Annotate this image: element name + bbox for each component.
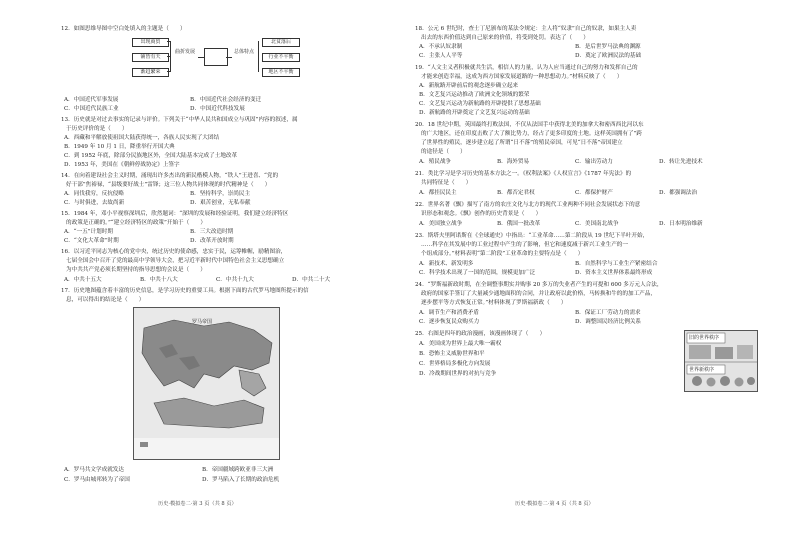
q20-option-b[interactable]: B．海外贸易 [497,159,530,165]
q14-line-1: 14．在向着建设社会主义时期，涌现出许多杰出的新民楷模人物，“铁人”王进喜、“党的 [61,173,279,179]
q14-option-d[interactable]: D．艰苦创业，无私奉献 [190,200,251,206]
q12-option-a[interactable]: A．中国近代军事发展 [64,97,119,103]
q15-option-a[interactable]: A．“一五”计划时期 [64,229,113,235]
q24-line-2: 政府的国家手签订了大量减少通地面积的合同，并让政府以此价格，马转换和牛的的加工产品， [421,291,656,297]
q20-option-c[interactable]: C．输出劳动力 [575,159,613,165]
q21-line-2: 共同特征是（ ） [421,180,472,186]
q20-line-1: 20．18 世纪中期，英国最终打败法国，不仅从法国手中获得北美的加拿大和密西西比河以东 [415,122,644,128]
q12-stem: 12．如图思维导图中空白处填入的主题是（ ） [61,26,186,32]
political-cartoon [684,330,758,392]
mm-box-1: 出现商贸 [132,38,169,47]
mm-tick [167,41,171,42]
q21-line-1: 21．类比学习是学习历史的基本方法之一。《权利法案》《人权宣言》《1787 年宪法》的 [415,171,632,177]
q17-line-2: 息，可以得出的结论是（ ） [66,297,145,303]
q22-line-2: 识形态和观念。《飘》创作的历史背景是（ ） [421,211,542,217]
q23-option-d[interactable]: D．资本主义世界体系最终形成 [575,270,653,276]
q12-option-c[interactable]: C．中国近代民族工业 [64,106,119,112]
q16-option-c[interactable]: C．中共十九大 [216,277,254,283]
q17-option-c[interactable]: C．罗马由城邦转为了帝国 [64,477,130,483]
q22-option-c[interactable]: C．美国南北战争 [575,221,619,227]
q13-option-c[interactable]: C．到 1952 年底，除部分民族地区外，全国大陆基本完成了土地改革 [64,153,238,159]
q22-line-1: 22．世界名著《飘》描写了南方的农庄文化与北方的现代工业两种不同社会发展状态下的意 [415,202,641,208]
q14-option-b[interactable]: B．坚持科学，崇尚民主 [190,191,251,197]
q19-option-c[interactable]: C．文艺复兴运动为新航路的开辟提供了思想基础 [419,101,541,107]
q20-line-4: 的途径是（ ） [421,149,466,155]
q18-option-a[interactable]: A．不承认奴隶制 [419,44,463,50]
q23-line-1: 23．斯塔夫里阿诺斯在《全球通史》中指出：“工业革命……第二阶段从 19 世纪下半叶开始， [415,233,649,239]
q14-line-2: 好干部”焦裕禄，“县级要好战士”雷锋；这三位人物共同体现的时代精神是（ ） [66,182,271,188]
q22-option-a[interactable]: A．美国独立战争 [419,221,463,227]
mm-arrow [226,57,232,58]
q14-option-a[interactable]: A．同伐我穷，反抗侵略 [64,191,124,197]
q24-option-a[interactable]: A．调节生产和消费矛盾 [419,310,479,316]
cartoon-caption-top: 旧的世界秩序 [689,335,720,341]
q13-option-d[interactable]: D．1953 年，美国在《朝鲜停战协定》上签字 [64,162,180,168]
q20-option-d[interactable]: D．转让先进技术 [659,159,703,165]
q23-option-c[interactable]: C．科学技术出现了一国的范围，规模更加广泛 [419,270,536,276]
q14-option-c[interactable]: C．与时俱进，去故尚新 [64,200,125,206]
q17-option-b[interactable]: B．帝国疆域跨欧亚非三大洲 [202,467,274,473]
q21-option-d[interactable]: D．都强调法治 [659,190,698,196]
q16-line-3: 为中共共产党必须长期坚持的指导思想的会议是（ ） [66,267,206,273]
q23-option-b[interactable]: B．自然科学与工业生产紧密结合 [575,261,658,267]
q23-option-a[interactable]: A．新技术、新发明多 [419,261,474,267]
q19-line-2: 才能来创造幸福，这成为西方国家发展道路的一种思想动力。”材料反映了（ ） [421,74,623,80]
q16-option-d[interactable]: D．中共二十大 [292,277,331,283]
q20-line-3: 了世界性的殖民，逐步建立起了所谓“日不落”的殖民帝国，可见“日不落”帝国建立 [421,140,623,146]
q13-line-1: 13．历史就是对过去事实的记录与评价。下列关于“中华人民共和国成立与巩固”内容的叙述，属 [61,117,298,123]
q22-option-b[interactable]: B．俄国一批改革 [497,221,541,227]
q25-option-b[interactable]: B．恐怖主义威胁世界和平 [419,351,485,357]
q13-line-2: 于历史评价的是（ ） [66,126,128,132]
mm-tick [167,71,171,72]
mm-box-3: 渐趋繁荣 [132,68,169,77]
q19-line-1: 19．“人文主义者积极就共生活，相信人的力量，认为人应当通过自己的努力和发挥自己的 [415,65,638,71]
q23-line-3: 个组成部分。”材料表明“第二阶段”工业革命的主要特点是（ ） [421,251,584,257]
q24-option-c[interactable]: C．逐步恢复民众购买力 [419,319,480,325]
q21-option-a[interactable]: A．都挂民民主 [419,190,457,196]
cartoon-caption-bottom: 世界新秩序 [689,367,715,373]
q25-option-c[interactable]: C．世界格局多极化方向发展 [419,361,491,367]
q12-option-d[interactable]: D．中国近代科技发展 [190,106,245,112]
q24-line-1: 24．“罗斯福新政时期，在全调整事期实并购事 20 多万的失业者产生的可提和 600 多万元人合法， [415,282,663,288]
left-page-footer: 历史·模拟卷二·第 3 页（共 8 页） [158,501,237,507]
q24-option-d[interactable]: D．调整国民经济比例关系 [575,319,642,325]
q12-mindmap [80,35,300,93]
map-graphic [134,308,279,459]
q20-line-2: 的广大地区，还在印度击败了大了额比势力，经占了更多印度的土地。这样英国拥有了”跨 [421,131,643,137]
q17-option-a[interactable]: A．罗马共文学成就发达 [64,467,124,473]
q16-option-b[interactable]: B．中共十八大 [140,277,178,283]
mm-label-quzhe: 曲折发展 [175,49,196,55]
q15-option-d[interactable]: D．改革开放时期 [190,238,234,244]
q21-option-b[interactable]: B．都否定君权 [497,190,535,196]
q19-option-a[interactable]: A．新航路开辟前后的观念逐步确立起来 [419,83,519,89]
q25-line-1: 25．右图是四年的政治漫画，该漫画体现了（ ） [415,331,546,337]
q16-line-2: 七届全国会中召开了党的最高中学领导大会，把习近平新时代中国特色社会主义思想确立 [66,258,285,264]
q15-option-b[interactable]: B．三大改造时期 [190,229,234,235]
q24-line-3: 逐步摆平等方式恢复正常。”材料体现了罗斯福新政（ ） [421,300,567,306]
q25-option-d[interactable]: D．冷战期间世界的对抗与竞争 [419,371,497,377]
q15-line-2: 的政策是正确的。”“建立经济特区的政策”开始于（ ） [66,220,207,226]
q19-option-d[interactable]: D．新航路的开辟奠定了文艺复兴运动的基础 [419,110,530,116]
q25-option-a[interactable]: A．美国成为世界上最大唯一霸权 [419,341,502,347]
q18-line-2: 出去的东西价值达到自己原来的价值，将受到处罚。表达了（ ） [421,35,589,41]
right-page-footer: 历史·模拟卷二·第 4 页（共 8 页） [515,501,594,507]
q22-option-d[interactable]: D．日本明治维新 [659,221,703,227]
mm-right-3: 地区不平衡 [262,68,300,77]
q18-line-1: 18．公元 6 世纪时，查士丁尼颁布的某法令规定：主人将“奴隶”自己的奴隶，如果主人卖 [415,26,637,32]
q13-option-b[interactable]: B．1949 年 10 月 1 日，降重举行开国大典 [64,144,175,150]
right-page [397,0,794,548]
mm-tick [167,56,171,57]
mm-box-2: 铺皆有天 [132,53,169,62]
q19-option-b[interactable]: B．文艺复兴运动推动了欧洲文化领域的繁荣 [419,92,530,98]
q18-option-d[interactable]: D．奠定了欧洲民法的基础 [575,53,642,59]
q21-option-c[interactable]: C．都保护财产 [575,190,613,196]
q15-line-1: 15．1984 年，邓小平视察深圳后，欣然题词：“深圳的发展和经验证明，我们建立经济特区 [61,211,289,217]
q18-option-c[interactable]: C．主张人人平等 [419,53,463,59]
mm-right-1: 北贫落后 [262,38,300,47]
q20-option-a[interactable]: A．殖民战争 [419,159,452,165]
q24-option-b[interactable]: B．保证工厂劳动力的需求 [575,310,641,316]
q17-option-d[interactable]: D．罗马陷入了长期的政治危机 [202,477,280,483]
q17-line-1: 17．历史地图蕴含着丰富的历史信息，是学习历史的重要工具。根据下面的古代罗马地图所提示的信 [61,288,309,294]
q15-option-c[interactable]: C．“文化大革命”时期 [64,238,119,244]
q12-option-b[interactable]: B．中国近代社会经济的变迁 [190,97,262,103]
mm-right-2: 行业不平衡 [262,53,300,62]
map-label: 罗马帝国 [192,319,213,325]
mm-label-tedian: 总体特点 [233,49,254,55]
q23-line-2: ……科学在其发展中的工业过程中产生的了影响，但它和速度减于新兴工业生产的一 [421,242,628,248]
mm-center-blank [204,48,228,66]
q18-option-b[interactable]: B．是后世罗马法典的渊源 [575,44,641,50]
mm-bracket-right [258,41,259,72]
q16-line-1: 16．以习近平同志为核心的党中央，统过历史的使命感，忠实于民，运筹帷幄，励精图治， [61,249,287,255]
roman-empire-map [133,307,280,460]
q13-option-a[interactable]: A．西藏和平解放使祖国大陆获得统一，各族人民实现了大团结 [64,135,220,141]
q16-option-a[interactable]: A．中共十五大 [64,277,102,283]
